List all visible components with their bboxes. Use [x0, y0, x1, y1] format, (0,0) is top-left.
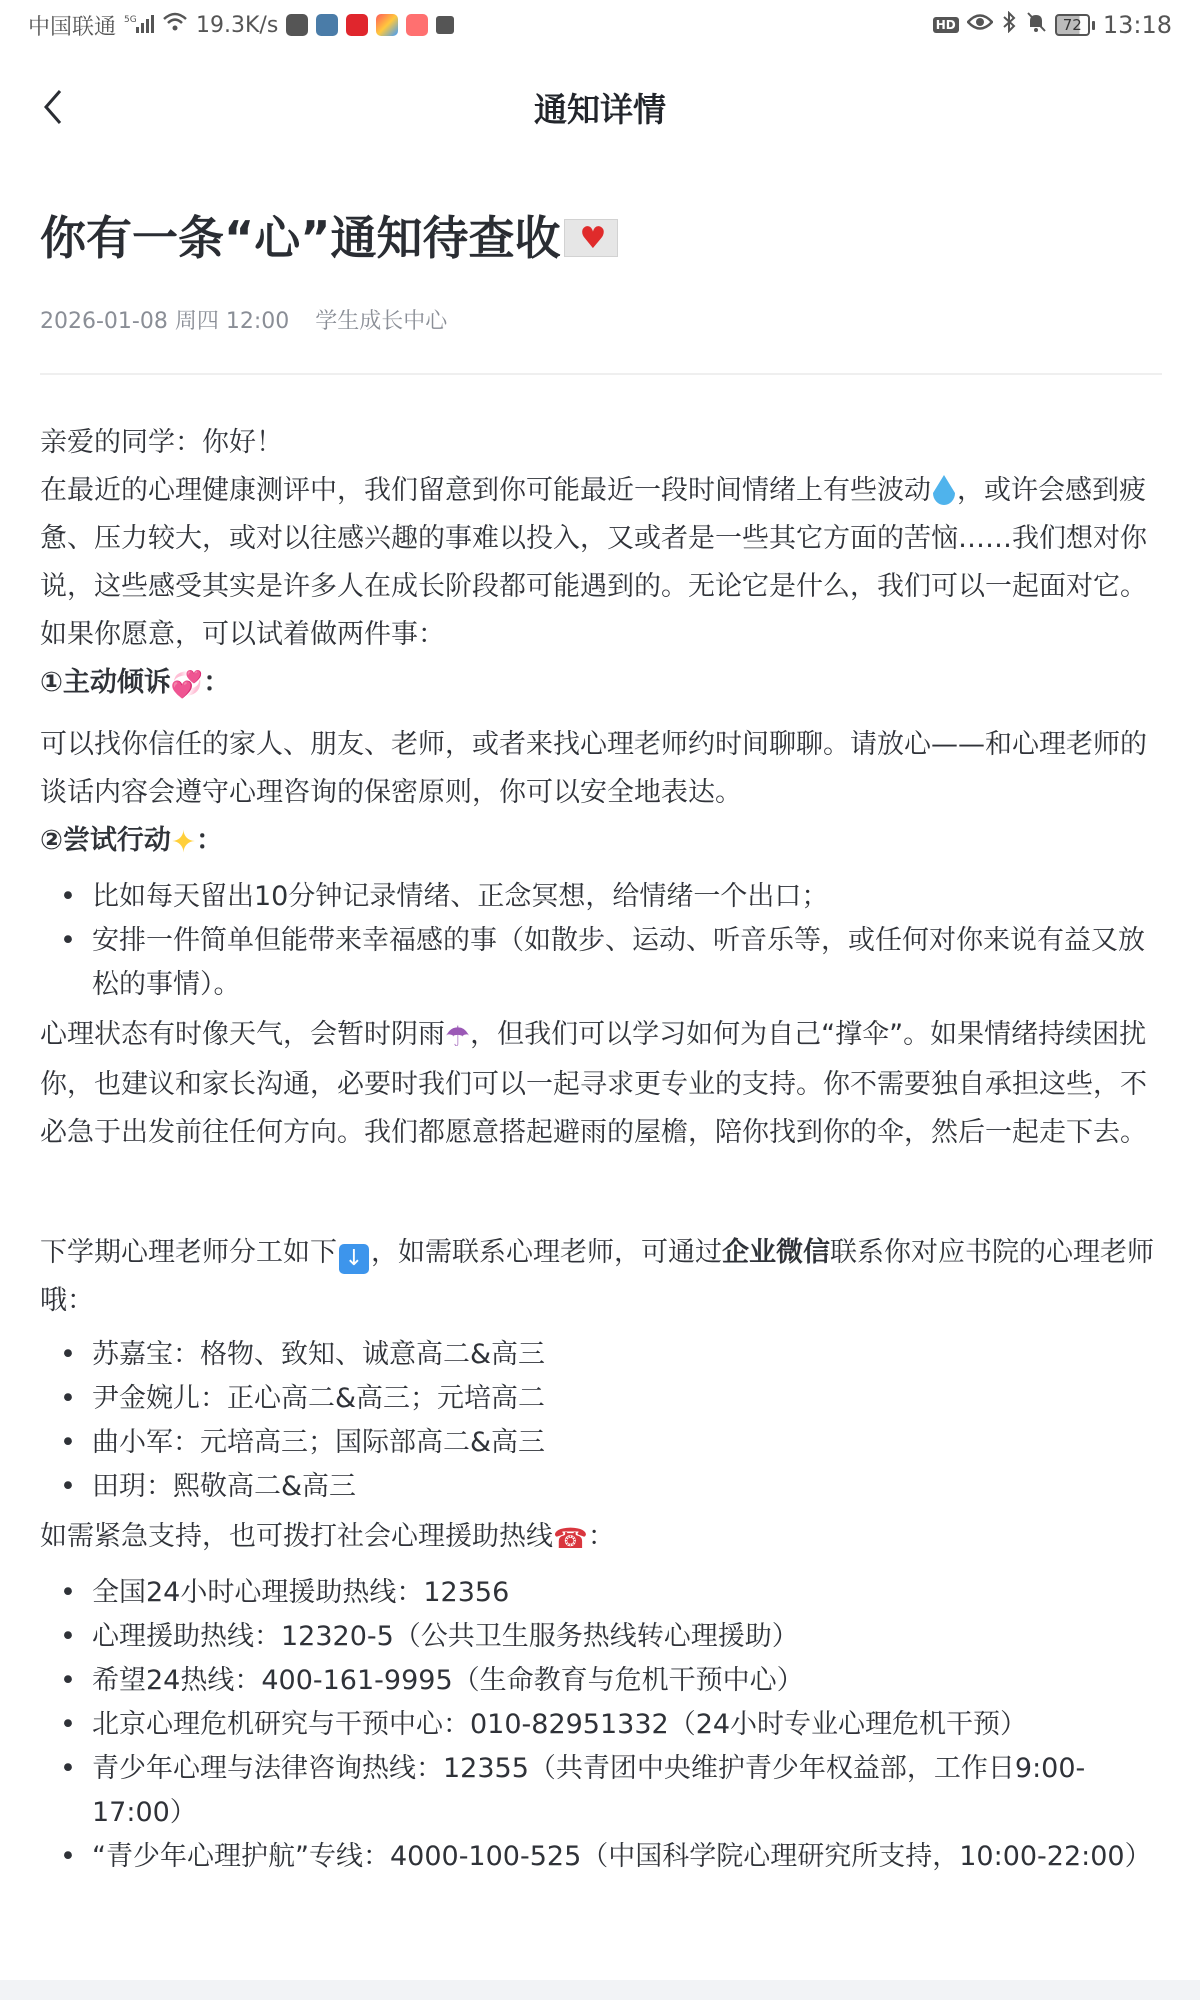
action-list	[40, 875, 1162, 1007]
bluetooth-icon	[1001, 11, 1017, 39]
nav-bar	[0, 62, 1200, 152]
network-speed: 19.3K/s	[196, 12, 279, 38]
hotline-list	[40, 1571, 1162, 1879]
umbrella-rain-icon: ☂	[445, 1020, 471, 1053]
list-item: • 北京心理危机研究与干预中心：010-82951332（24小时专业心理危机干预）	[40, 1703, 1162, 1747]
list-item: • “青少年心理护航”专线：4000-100-525（中国科学院心理研究所支持，10:00-22:00）	[40, 1835, 1162, 1879]
paragraph-mood: 在最近的心理健康测评中，我们留意到你可能最近一段时间情绪上有些波动 ，或许会感到疲惫、压力较大，或对以往感兴趣的事难以投入，又或者是一些其它方面的苦恼……我们想对你说，这些感受其实是许多人在成长阶段都可能遇到的。无论它是什么，我们可以一起面对它。	[40, 475, 1147, 602]
list-item: • 田玥：熙敬高二&高三	[40, 1465, 1162, 1509]
battery-level: 72	[1055, 14, 1090, 36]
greeting: 亲爱的同学：你好！	[40, 427, 283, 458]
wecom-text: 企业微信	[722, 1237, 830, 1268]
love-letter-icon	[564, 219, 618, 257]
back-button[interactable]	[28, 82, 78, 132]
two-hearts-icon: 💞	[170, 670, 204, 700]
list-item: • 尹金婉儿：正心高二&高三；元培高二	[40, 1377, 1162, 1421]
heading-talk: ①主动倾诉💞：	[40, 659, 1162, 709]
status-right	[933, 11, 1172, 39]
down-arrow-icon: ↓	[339, 1244, 369, 1274]
list-item: • 希望24热线：400-161-9995（生命教育与危机干预中心）	[40, 1659, 1162, 1703]
list-item: • 心理援助热线：12320-5（公共卫生服务热线转心理援助）	[40, 1615, 1162, 1659]
list-item: • 安排一件简单但能带来幸福感的事（如散步、运动、听音乐等，或任何对你来说有益又放松的事情）。	[40, 919, 1162, 1007]
list-item: • 青少年心理与法律咨询热线：12355（共青团中央维护青少年权益部，工作日9:00-17:00）	[40, 1747, 1162, 1835]
status-bar	[0, 0, 1200, 50]
droplet-icon	[933, 475, 955, 505]
teacher-list	[40, 1333, 1162, 1509]
list-item: • 比如每天留出10分钟记录情绪、正念冥想，给情绪一个出口；	[40, 875, 1162, 919]
list-item: • 曲小军：元培高三；国际部高二&高三	[40, 1421, 1162, 1465]
chevron-left-icon	[42, 88, 64, 126]
battery-icon	[1055, 14, 1095, 36]
divider	[40, 373, 1162, 375]
paragraph-weather: 心理状态有时像天气，会暂时阴雨☂，但我们可以学习如何为自己“撑伞”。如果情绪持续困扰你，也建议和家长沟通，必要时我们可以一起寻求更专业的支持。你不需要独自承担这些，不必急于出发前往任何方向。我们都愿意搭起避雨的屋檐，陪你找到你的伞，然后一起走下去。	[40, 1011, 1162, 1157]
hd-icon: HD	[933, 17, 959, 33]
list-item: • 苏嘉宝：格物、致知、诚意高二&高三	[40, 1333, 1162, 1377]
star-icon: ✦	[170, 825, 197, 860]
status-left	[28, 10, 454, 41]
paragraph-teachers: 下学期心理老师分工如下 ↓ ，如需联系心理老师，可通过企业微信联系你对应书院的心理老师哦：	[40, 1237, 1154, 1316]
clock: 13:18	[1102, 11, 1172, 39]
bottom-band	[0, 1980, 1200, 2000]
mute-bell-icon	[1025, 11, 1047, 39]
notification-meta	[40, 304, 1162, 335]
paragraph-hotline-intro: 如需紧急支持，也可拨打社会心理援助热线☎：	[40, 1513, 1162, 1563]
notification-title	[40, 200, 1162, 276]
paragraph-intro-two-things: 如果你愿意，可以试着做两件事：	[40, 619, 445, 650]
netease-music-icon	[346, 14, 368, 36]
paragraph-talk: 可以找你信任的家人、朋友、老师，或者来找心理老师约时间聊聊。请放心——和心理老师的谈话内容会遵守心理咨询的保密原则，你可以安全地表达。	[40, 729, 1147, 808]
telephone-icon: ☎	[553, 1522, 588, 1555]
notification-content	[40, 200, 1162, 1883]
paint-icon	[376, 14, 398, 36]
heading-action: ②尝试行动✦：	[40, 817, 1162, 867]
publisher: 学生成长中心	[315, 309, 448, 334]
shopping-bag-icon	[286, 14, 308, 36]
publish-date: 2026-01-08 周四 12:00	[40, 309, 290, 334]
list-item: • 全国24小时心理援助热线：12356	[40, 1571, 1162, 1615]
app-icon	[316, 14, 338, 36]
notification-title-text: 你有一条“心”通知待查收	[40, 211, 561, 265]
svg-text:5G: 5G	[124, 14, 137, 25]
carrier-label: 中国联通	[28, 14, 117, 40]
page-title: 通知详情	[534, 89, 666, 129]
eye-icon	[967, 12, 993, 38]
plus-icon	[436, 16, 454, 34]
notification-body	[40, 419, 1162, 1879]
shopping-icon	[406, 14, 428, 36]
wifi-icon	[162, 11, 188, 39]
signal-icon	[124, 13, 154, 38]
